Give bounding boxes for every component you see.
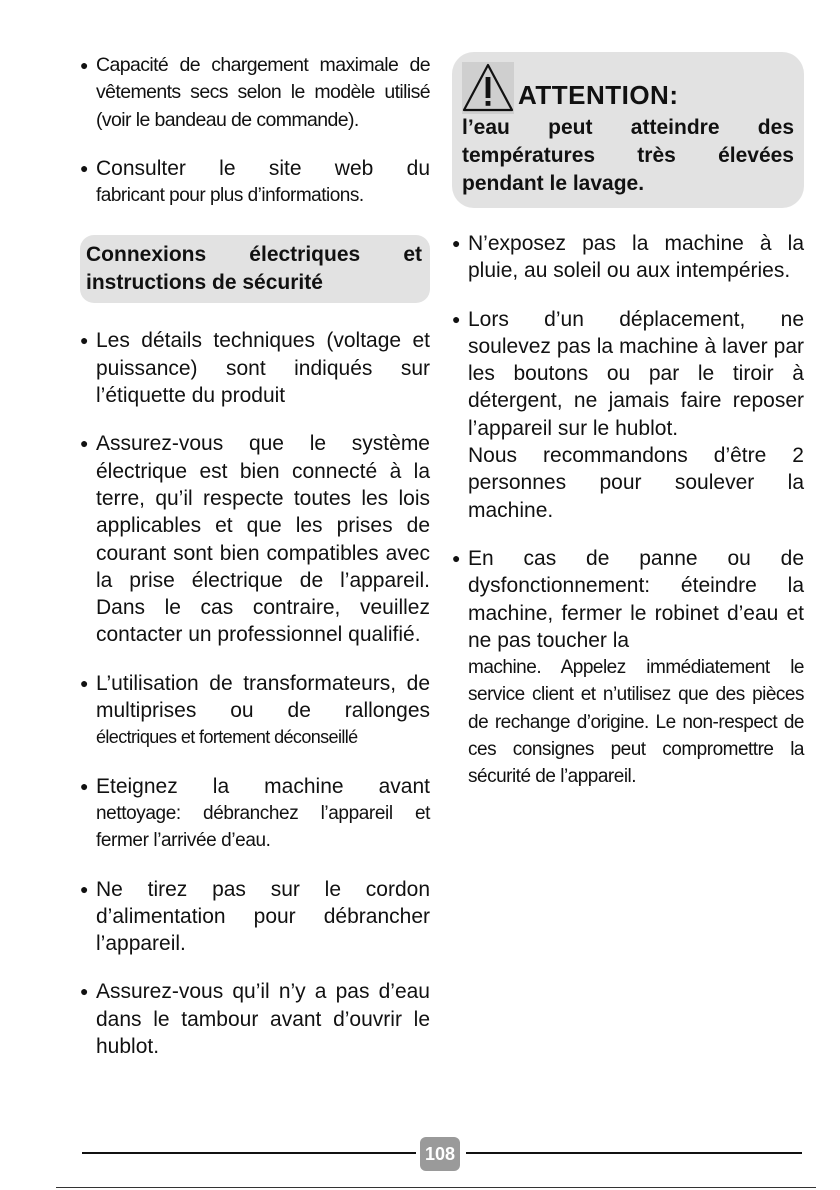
footer-rule-right bbox=[466, 1152, 802, 1154]
list-item bbox=[80, 155, 430, 210]
list-item-text: Capacité de chargement maximale de vêtements secs selon le modèle utilisé (voir le bandeau de commande). bbox=[96, 54, 430, 131]
right-column bbox=[452, 52, 804, 812]
list-item-text: Ne tirez pas sur le cordon d’alimentation pour débrancher l’appareil. bbox=[96, 877, 430, 956]
bullet-dot-icon: ● bbox=[80, 777, 89, 794]
warning-triangle-icon bbox=[462, 62, 514, 114]
page-number: 108 bbox=[420, 1137, 460, 1171]
bullet-dot-icon: ● bbox=[80, 332, 89, 349]
list-item-text: Lors d’un déplacement, ne soulevez pas la machine à laver par les boutons ou par le tiroir à détergent, ne jamais faire reposer l’appareil sur le hublot. bbox=[468, 307, 804, 440]
list-item bbox=[452, 230, 804, 285]
list-item bbox=[80, 327, 430, 409]
section-heading: Connexions électriques et instructions de sécurité bbox=[80, 235, 430, 303]
list-item bbox=[80, 773, 430, 855]
page-bottom-rule bbox=[56, 1187, 816, 1188]
bullet-dot-icon: ● bbox=[452, 549, 461, 566]
list-item-text: Assurez-vous que le système électrique est bien connecté à la terre, qu’il respecte toutes les lois applicables et que les prises de courant sont bien compatibles avec la prise électrique de l’appareil. Dans le cas contraire, veuillez contacter un professionnel qualifié. bbox=[96, 432, 430, 647]
list-item-text: Nous recommandons d’être 2 personnes pour soulever la machine. bbox=[468, 444, 804, 522]
list-item bbox=[80, 670, 430, 752]
list-item-text: N’exposez pas la machine à la pluie, au soleil ou aux intempéries. bbox=[468, 232, 804, 283]
list-item-text: Eteignez la machine avant bbox=[96, 774, 430, 798]
list-item-text: électriques et fortement déconseillé bbox=[96, 727, 358, 748]
footer-rule-left bbox=[82, 1152, 416, 1154]
attention-header bbox=[462, 58, 794, 114]
left-column bbox=[80, 52, 430, 1081]
list-item-text: L’utilisation de transformateurs, de multiprises ou de rallonges bbox=[96, 671, 430, 723]
list-item-text: Assurez-vous qu’il n’y a pas d’eau dans le tambour avant d’ouvrir le hublot. bbox=[96, 980, 430, 1059]
bullet-dot-icon: ● bbox=[80, 674, 89, 691]
attention-box bbox=[452, 52, 804, 208]
list-item-text: En cas de panne ou de dysfonctionnement: éteindre la machine, fermer le robinet d’eau et ne pas toucher la bbox=[468, 546, 804, 652]
list-item bbox=[80, 876, 430, 958]
list-item-text: fabricant pour plus d’informations. bbox=[96, 185, 364, 207]
list-item bbox=[452, 545, 804, 791]
bullet-dot-icon: ● bbox=[80, 435, 89, 452]
list-item-text: Consulter le site web du bbox=[96, 156, 430, 180]
list-item bbox=[80, 52, 430, 134]
list-item-text: machine. Appelez immédiatement le service client et n’utilisez que des pièces de rechange d’origine. Le non-respect de ces consignes peut compromettre la sécurité de l’appareil. bbox=[468, 657, 804, 788]
list-item bbox=[80, 978, 430, 1060]
bullet-dot-icon: ● bbox=[80, 159, 89, 176]
attention-text: l’eau peut atteindre des températures très élevées pendant le lavage. bbox=[462, 116, 794, 195]
bullet-dot-icon: ● bbox=[80, 880, 89, 897]
bullet-dot-icon: ● bbox=[452, 235, 461, 251]
bullet-dot-icon: ● bbox=[80, 983, 89, 1000]
bullet-dot-icon: ● bbox=[452, 310, 461, 327]
bullet-dot-icon: ● bbox=[80, 57, 88, 73]
list-item bbox=[80, 430, 430, 648]
list-item bbox=[452, 306, 804, 524]
attention-title: ATTENTION: bbox=[518, 80, 679, 110]
list-item-text: nettoyage: débranchez l’appareil et fermer l’arrivée d’eau. bbox=[96, 802, 430, 852]
list-item-text: Les détails techniques (voltage et puissance) sont indiqués sur l’étiquette du produit bbox=[96, 329, 430, 408]
